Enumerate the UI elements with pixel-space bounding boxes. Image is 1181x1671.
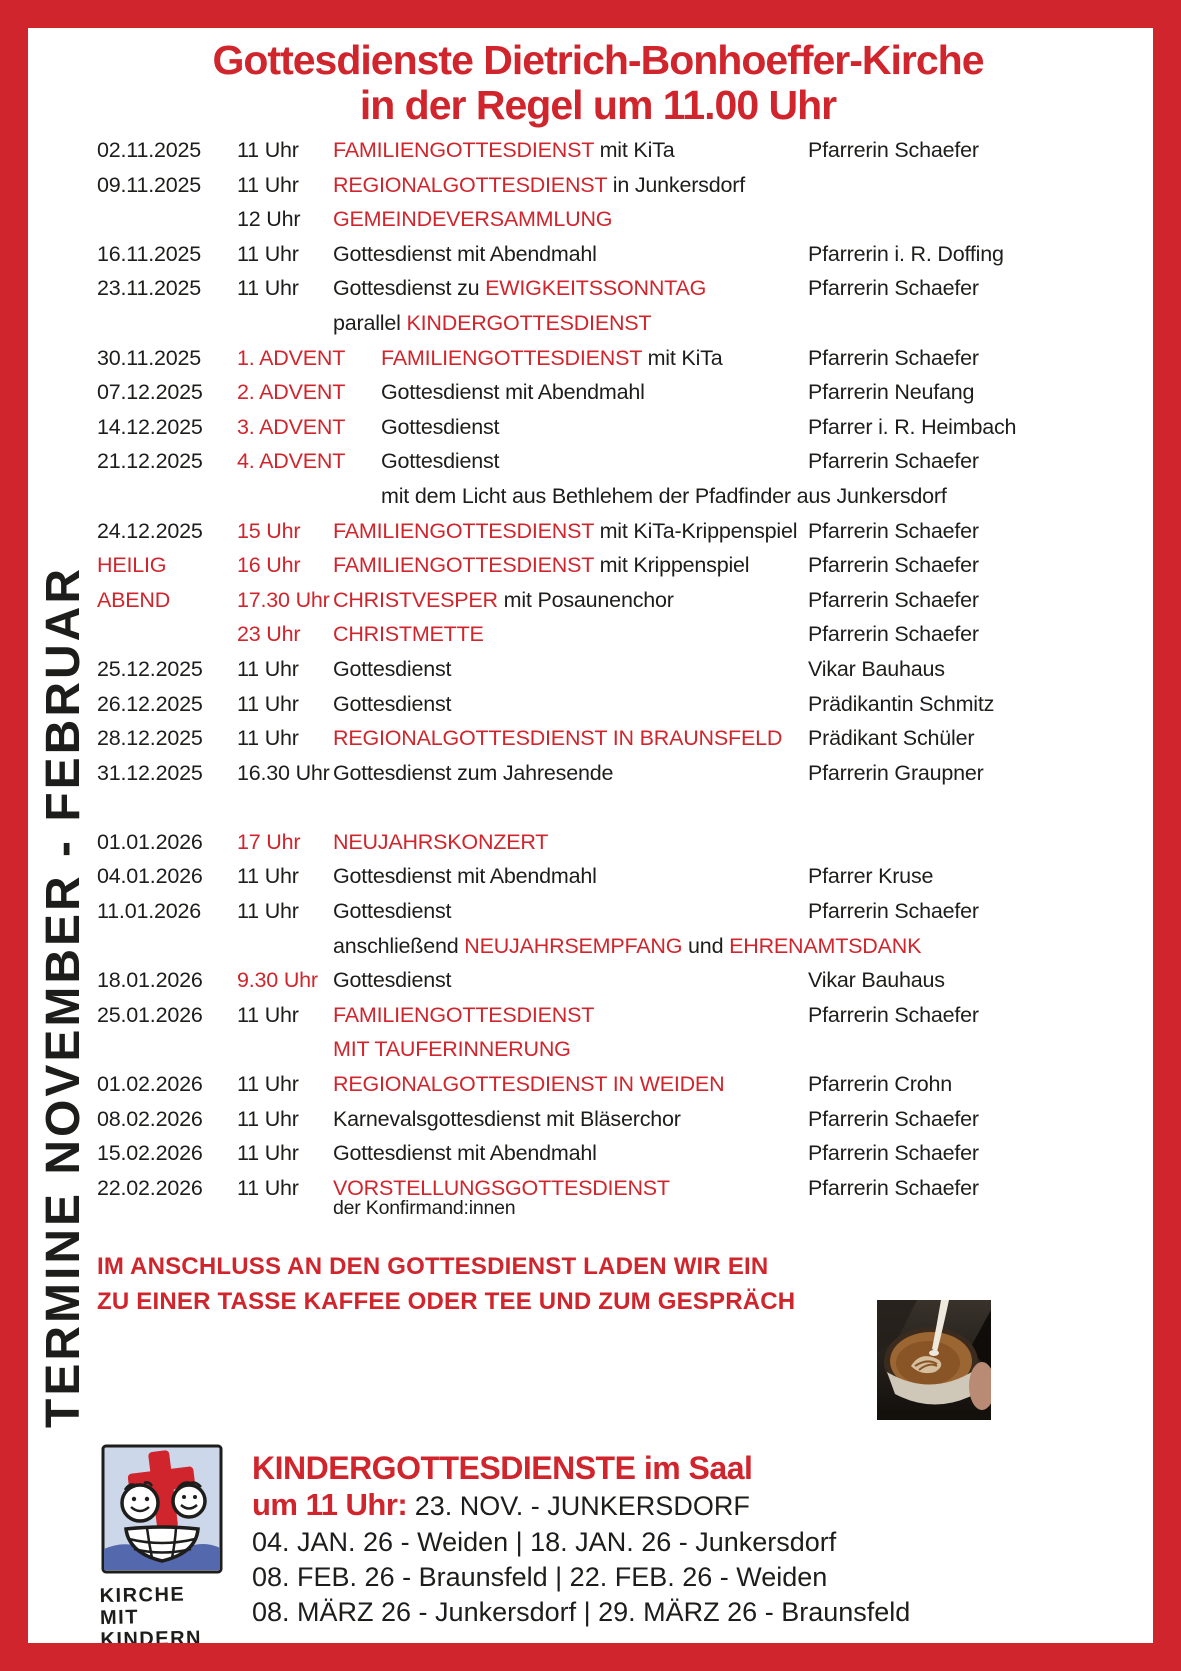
schedule-description: Gottesdienst mit Abendmahl <box>333 241 597 266</box>
schedule-description: FAMILIENGOTTESDIENST mit KiTa-Krippenspiel <box>333 518 798 543</box>
schedule-pastor: Pfarrerin Crohn <box>808 1072 952 1097</box>
schedule-date: 09.11.2025 <box>97 172 202 197</box>
schedule-time <box>237 1032 333 1067</box>
schedule-time: 2. ADVENT <box>237 380 346 405</box>
schedule-row <box>97 756 1097 791</box>
schedule-pastor: Pfarrerin Schaefer <box>808 587 979 612</box>
schedule-row <box>97 514 1097 549</box>
schedule-description: mit dem Licht aus Bethlehem der Pfadfinder aus Junkersdorf <box>381 483 947 508</box>
schedule-row <box>97 998 1097 1033</box>
schedule-description: parallel KINDERGOTTESDIENST <box>333 310 652 335</box>
schedule-date: 01.02.2026 <box>97 1072 203 1097</box>
schedule-description: Gottesdienst <box>381 414 500 439</box>
schedule-row <box>97 1136 1097 1171</box>
schedule-date: 18.01.2026 <box>97 968 203 993</box>
logo-caption <box>99 1583 228 1651</box>
schedule-description: GEMEINDEVERSAMMLUNG <box>333 207 613 232</box>
schedule-time: 23 Uhr <box>237 622 301 647</box>
kids-lines <box>252 1525 910 1630</box>
schedule-row <box>97 617 1097 652</box>
schedule-row <box>97 237 1097 272</box>
schedule-time: 4. ADVENT <box>237 449 346 474</box>
schedule-description: CHRISTVESPER mit Posaunenchor <box>333 587 674 612</box>
schedule-pastor: Pfarrerin i. R. Doffing <box>808 241 1004 266</box>
schedule-row <box>97 721 1097 756</box>
schedule-date: 02.11.2025 <box>97 138 202 162</box>
schedule-description: der Konfirmand:innen <box>333 1197 516 1220</box>
schedule-row <box>97 1032 1097 1067</box>
kids-schedule-line: 04. JAN. 26 - Weiden | 18. JAN. 26 - Junkersdorf <box>252 1527 837 1557</box>
schedule-date: 15.02.2026 <box>97 1141 203 1166</box>
schedule-time: 11 Uhr <box>237 172 299 197</box>
schedule-date: 22.02.2026 <box>97 1175 203 1200</box>
schedule-description: NEUJAHRSKONZERT <box>333 829 549 854</box>
schedule-date <box>97 929 237 964</box>
schedule-date: 11.01.2026 <box>97 899 202 924</box>
schedule-date: 23.11.2025 <box>97 276 202 301</box>
schedule-pastor: Prädikantin Schmitz <box>808 691 995 716</box>
schedule-date: 24.12.2025 <box>97 518 203 543</box>
schedule-row <box>97 168 1097 203</box>
schedule-description: VORSTELLUNGSGOTTESDIENST <box>333 1175 670 1200</box>
kids-schedule-line: 08. MÄRZ 26 - Junkersdorf | 29. MÄRZ 26 - Braunsfeld <box>252 1597 911 1627</box>
schedule-pastor: Pfarrerin Neufang <box>808 380 975 405</box>
schedule-row <box>97 271 1097 306</box>
schedule-description: Gottesdienst mit Abendmahl <box>381 380 645 405</box>
kids-services-section <box>252 1450 910 1630</box>
schedule-row <box>97 859 1097 894</box>
schedule-description: FAMILIENGOTTESDIENST <box>333 1002 595 1027</box>
schedule-date <box>97 1199 237 1225</box>
schedule-date: 07.12.2025 <box>97 380 203 405</box>
schedule-description: Gottesdienst mit Abendmahl <box>333 1141 597 1166</box>
schedule-pastor: Prädikant Schüler <box>808 726 975 751</box>
kids-services-heading: KINDERGOTTESDIENSTE im Saal <box>252 1450 753 1486</box>
schedule-time: 11 Uhr <box>237 1002 299 1027</box>
coffee-invitation-line1: IM ANSCHLUSS AN DEN GOTTESDIENST LADEN WIR EIN <box>97 1253 769 1280</box>
schedule-pastor: Pfarrerin Schaefer <box>808 276 979 301</box>
schedule-time: 11 Uhr <box>237 864 299 889</box>
schedule-date: 31.12.2025 <box>97 760 203 785</box>
schedule-description: Gottesdienst zum Jahresende <box>333 760 614 785</box>
schedule-time <box>237 479 333 514</box>
coffee-invitation-line2: ZU EINER TASSE KAFFEE ODER TEE UND ZUM GESPRÄCH <box>97 1288 796 1315</box>
schedule-row <box>97 133 1097 168</box>
schedule-row <box>97 202 1097 237</box>
kirche-mit-kindern-logo <box>100 1443 228 1650</box>
schedule-description: Gottesdienst zu EWIGKEITSSONNTAG <box>333 276 707 301</box>
schedule-date: 25.01.2026 <box>97 1002 203 1027</box>
logo-caption-line1: KIRCHE MIT <box>99 1583 186 1630</box>
coffee-photo <box>877 1300 991 1420</box>
schedule-date: 04.01.2026 <box>97 864 203 889</box>
schedule-pastor: Pfarrerin Schaefer <box>808 1175 979 1200</box>
schedule-description: FAMILIENGOTTESDIENST mit Krippenspiel <box>333 553 750 578</box>
schedule-time: 15 Uhr <box>237 518 301 543</box>
schedule-pastor: Pfarrerin Schaefer <box>808 1002 979 1027</box>
schedule-description: CHRISTMETTE <box>333 622 484 647</box>
schedule-spacer <box>97 790 1097 825</box>
schedule-time: 16.30 Uhr <box>237 760 330 785</box>
schedule-time <box>237 929 333 964</box>
schedule-time: 17 Uhr <box>237 829 301 854</box>
schedule-description: Gottesdienst <box>381 449 500 474</box>
schedule-description: Karnevalsgottesdienst mit Bläserchor <box>333 1106 681 1131</box>
schedule-time: 11 Uhr <box>237 276 299 301</box>
schedule-pastor: Pfarrerin Schaefer <box>808 553 979 578</box>
schedule-time: 12 Uhr <box>237 207 301 232</box>
schedule-description: REGIONALGOTTESDIENST IN WEIDEN <box>333 1072 725 1097</box>
schedule-time <box>237 306 333 341</box>
schedule-time: 11 Uhr <box>237 1106 299 1131</box>
schedule-row <box>97 444 1097 479</box>
schedule-date <box>97 1032 237 1067</box>
schedule-pastor: Pfarrerin Schaefer <box>808 345 979 370</box>
schedule-time: 9.30 Uhr <box>237 968 318 993</box>
schedule-time: 11 Uhr <box>237 899 299 924</box>
schedule-time: 1. ADVENT <box>237 345 346 370</box>
schedule-description: REGIONALGOTTESDIENST IN BRAUNSFELD <box>333 726 783 751</box>
sidebar-vertical-label: TERMINE NOVEMBER - FEBRUAR <box>37 565 90 1428</box>
schedule-time: 11 Uhr <box>237 691 299 716</box>
schedule-time: 11 Uhr <box>237 1072 299 1097</box>
kids-first-entry: 23. NOV. - JUNKERSDORF <box>414 1491 750 1521</box>
schedule-description: Gottesdienst <box>333 968 452 993</box>
schedule-date: 08.02.2026 <box>97 1106 203 1131</box>
page-title <box>100 38 1096 128</box>
schedule-description: Gottesdienst <box>333 899 452 924</box>
page-title-line1: Gottesdienste Dietrich-Bonhoeffer-Kirche <box>212 37 984 83</box>
schedule-time: 11 Uhr <box>237 1141 299 1166</box>
logo-caption-line2: KINDERN <box>100 1627 203 1652</box>
schedule-row <box>97 1067 1097 1102</box>
schedule-time: 3. ADVENT <box>237 414 346 439</box>
schedule-date: 28.12.2025 <box>97 726 203 751</box>
schedule-date: HEILIG <box>97 553 167 578</box>
schedule-row <box>97 410 1097 445</box>
schedule-description: FAMILIENGOTTESDIENST mit KiTa <box>381 345 723 370</box>
schedule-pastor: Pfarrer i. R. Heimbach <box>808 414 1017 439</box>
schedule-pastor: Pfarrerin Schaefer <box>808 449 979 474</box>
kids-services-first-line <box>252 1486 910 1525</box>
schedule-date: 25.12.2025 <box>97 656 203 681</box>
schedule-pastor: Pfarrerin Schaefer <box>808 622 979 647</box>
schedule-pastor: Pfarrerin Schaefer <box>808 1141 979 1166</box>
schedule-row <box>97 687 1097 722</box>
schedule-date <box>97 479 237 514</box>
schedule-date: 16.11.2025 <box>97 241 202 266</box>
schedule-row <box>97 306 1097 341</box>
schedule-date: 30.11.2025 <box>97 345 202 370</box>
schedule-pastor: Pfarrerin Graupner <box>808 760 984 785</box>
schedule-date <box>97 306 237 341</box>
schedule-row <box>97 929 1097 964</box>
schedule-date <box>97 617 237 652</box>
schedule-pastor: Pfarrerin Schaefer <box>808 138 979 162</box>
schedule-row <box>97 825 1097 860</box>
schedule-pastor: Pfarrerin Schaefer <box>808 899 979 924</box>
schedule-row <box>97 652 1097 687</box>
schedule-date: 14.12.2025 <box>97 414 203 439</box>
coffee-invitation <box>97 1249 795 1319</box>
schedule-pastor: Pfarrerin Schaefer <box>808 1106 979 1131</box>
schedule-time <box>237 1199 333 1225</box>
schedule-description: REGIONALGOTTESDIENST in Junkersdorf <box>333 172 745 197</box>
schedule-time: 11 Uhr <box>237 726 299 751</box>
schedule-pastor: Vikar Bauhaus <box>808 656 945 681</box>
schedule-row <box>97 548 1097 583</box>
schedule-date: 01.01.2026 <box>97 829 203 854</box>
schedule-date: ABEND <box>97 587 171 612</box>
schedule-time: 11 Uhr <box>237 138 299 162</box>
schedule-time: 11 Uhr <box>237 241 299 266</box>
kids-time-label: um 11 Uhr: <box>252 1487 408 1522</box>
schedule-row <box>97 963 1097 998</box>
schedule-description: anschließend NEUJAHRSEMPFANG und EHRENAMTSDANK <box>333 933 922 958</box>
schedule-date: 21.12.2025 <box>97 449 203 474</box>
schedule-description: Gottesdienst <box>333 691 452 716</box>
schedule-row <box>97 341 1097 376</box>
schedule-pastor: Pfarrerin Schaefer <box>808 518 979 543</box>
schedule-row <box>97 479 1097 514</box>
page-title-line2: in der Regel um 11.00 Uhr <box>359 82 837 128</box>
schedule-time: 16 Uhr <box>237 553 301 578</box>
schedule-row <box>97 583 1097 618</box>
schedule-pastor: Vikar Bauhaus <box>808 968 945 993</box>
schedule-time: 11 Uhr <box>237 1175 299 1200</box>
schedule-time: 17.30 Uhr <box>237 587 330 612</box>
schedule-row <box>97 375 1097 410</box>
schedule-table <box>97 133 1097 1225</box>
kids-schedule-line: 08. FEB. 26 - Braunsfeld | 22. FEB. 26 - Weiden <box>252 1562 828 1592</box>
schedule-description: MIT TAUFERINNERUNG <box>333 1037 571 1062</box>
schedule-date <box>97 202 237 237</box>
schedule-date: 26.12.2025 <box>97 691 203 716</box>
schedule-row <box>97 894 1097 929</box>
schedule-time: 11 Uhr <box>237 656 299 681</box>
schedule-description: Gottesdienst mit Abendmahl <box>333 864 597 889</box>
schedule-description: Gottesdienst <box>333 656 452 681</box>
schedule-description: FAMILIENGOTTESDIENST mit KiTa <box>333 138 675 162</box>
schedule-pastor: Pfarrer Kruse <box>808 864 934 889</box>
schedule-row <box>97 1102 1097 1137</box>
